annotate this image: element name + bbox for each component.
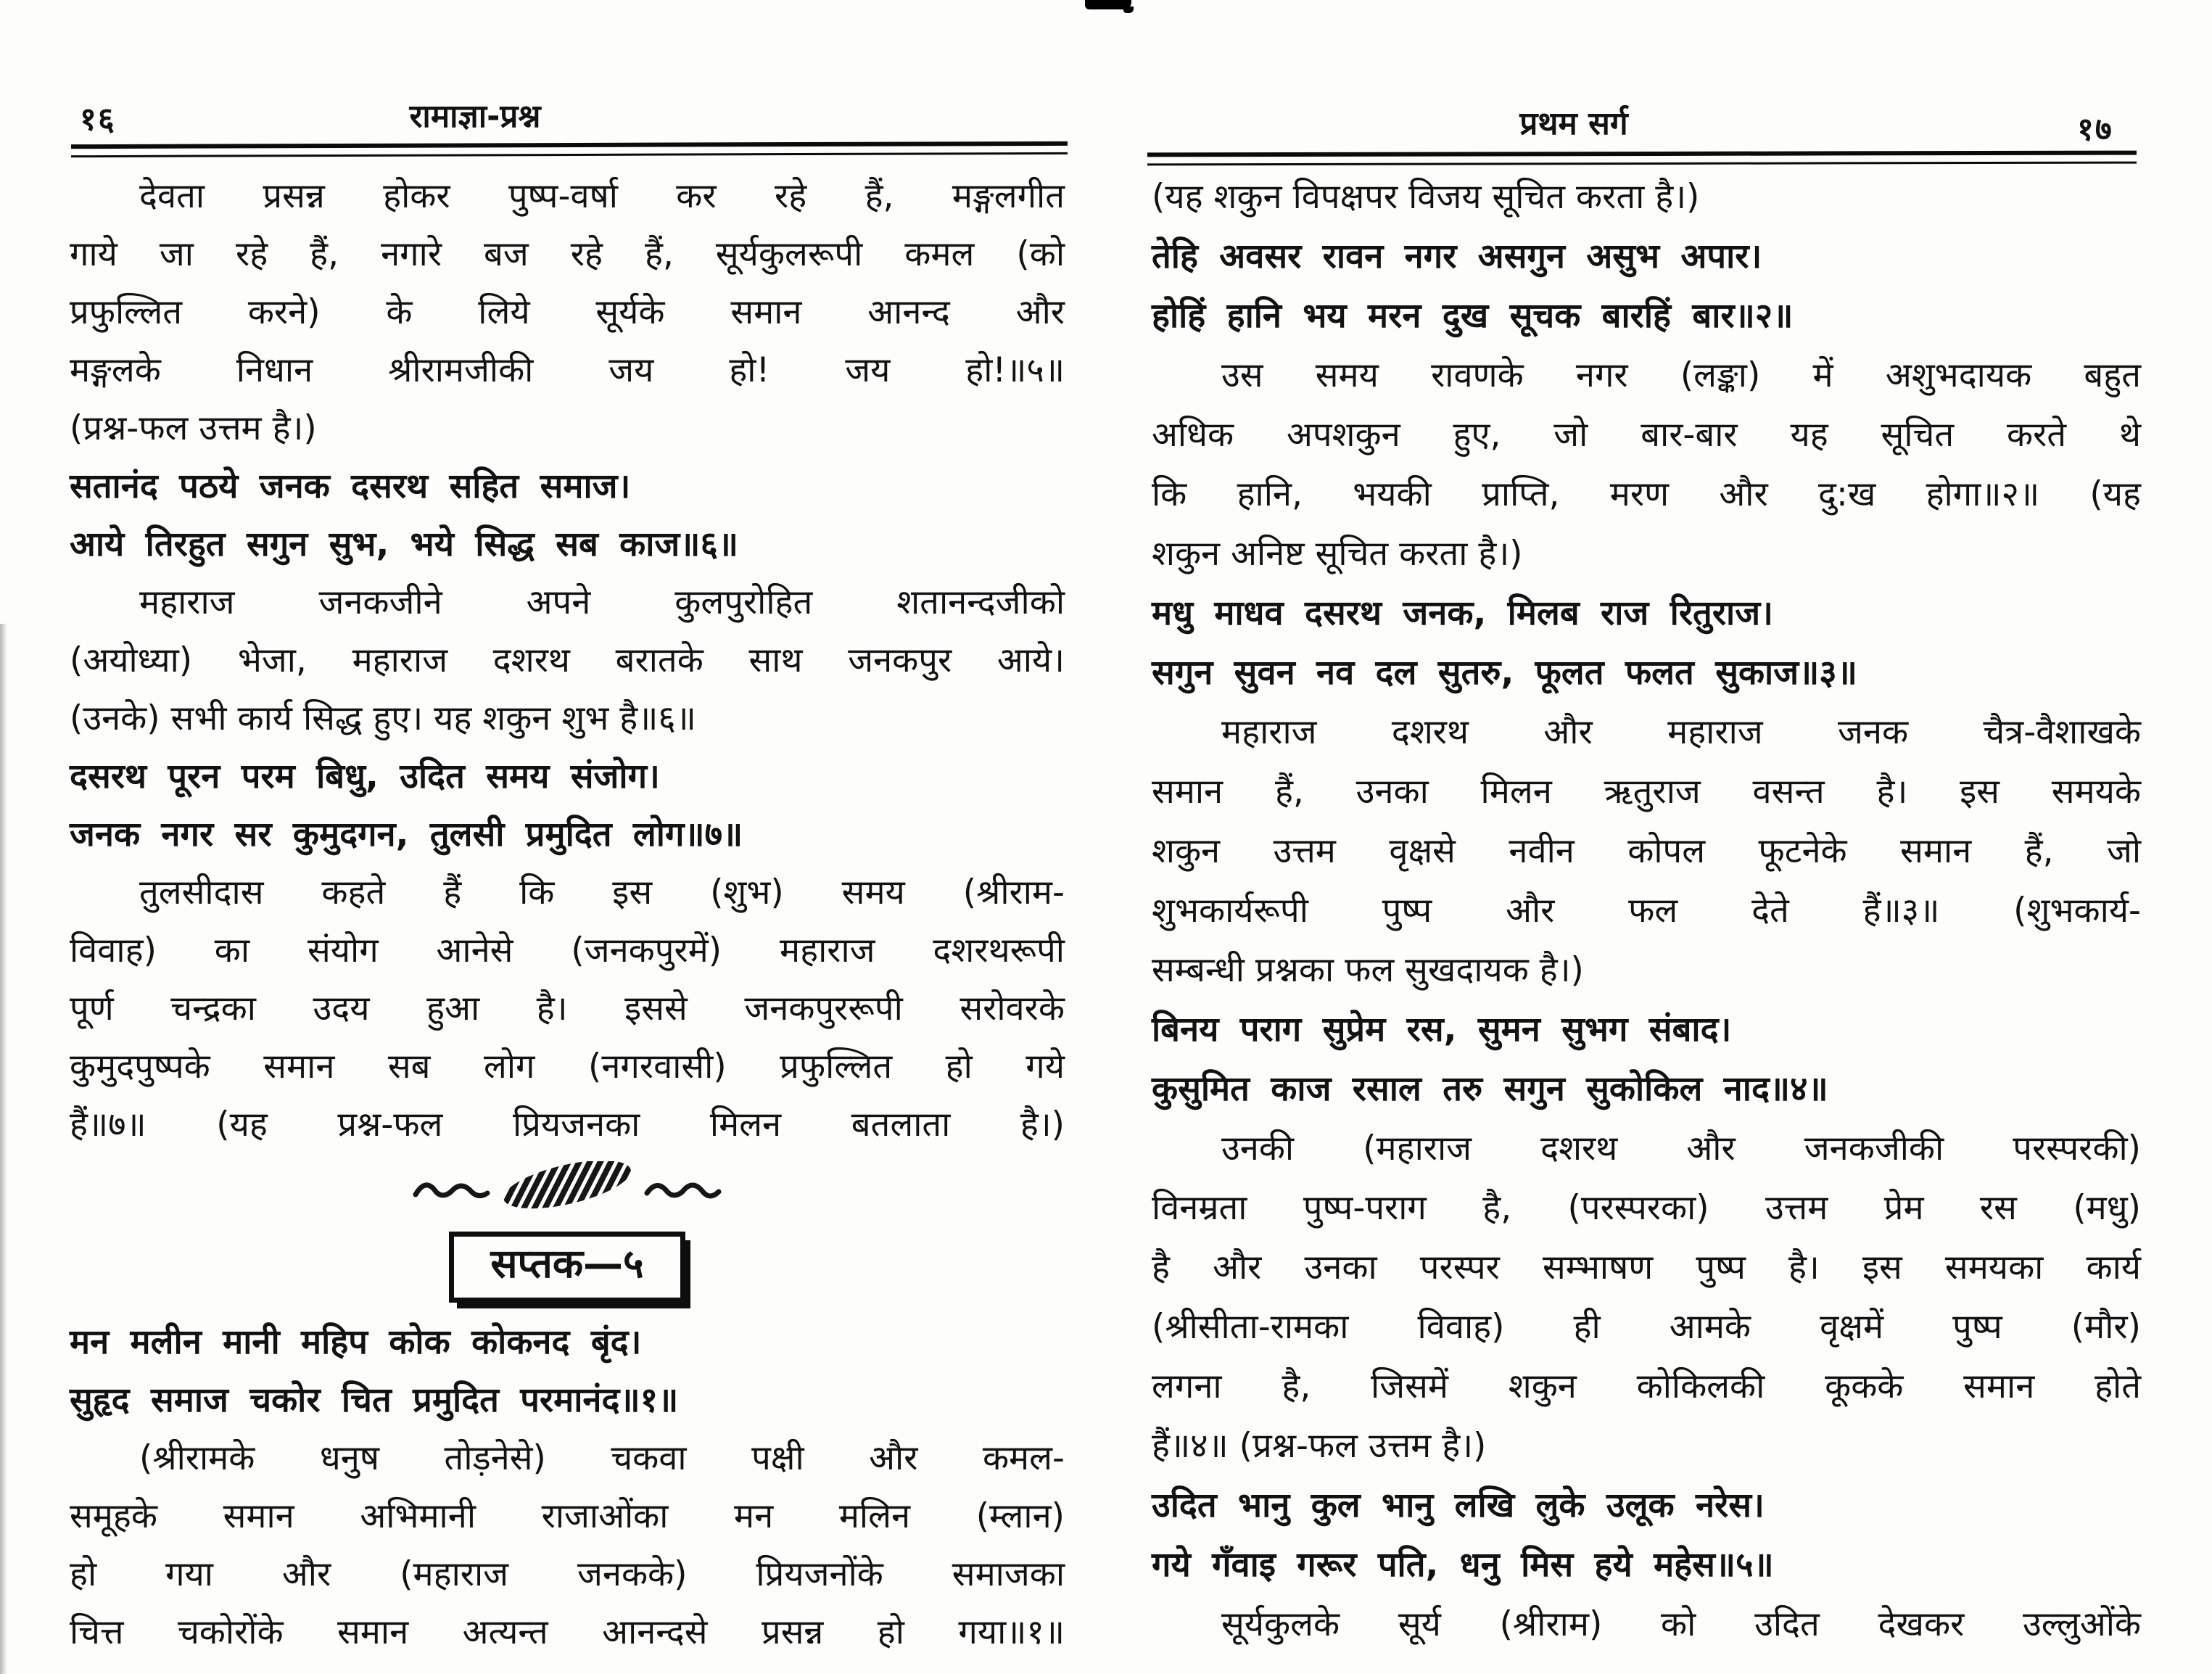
- commentary-line: समान हैं, उनका मिलन ऋतुराज वसन्त है। इस समयके: [1152, 772, 2141, 812]
- ink-smudge-mark: [1123, 7, 1134, 13]
- commentary-line: चित्त चकोरोंके समान अत्यन्त आनन्दसे प्रसन्न हो गया॥१॥: [70, 1612, 1065, 1652]
- verse-line: होहिं हानि भय मरन दुख सूचक बारहिं बार॥२॥: [1152, 296, 1794, 336]
- squiggle-floral-divider-icon: [411, 1161, 723, 1213]
- verse-line: गये गँवाइ गरूर पति, धनु मिस हये महेस॥५॥: [1152, 1545, 1774, 1585]
- commentary-line: हैं॥७॥ (यह प्रश्न-फल प्रियजनका मिलन बतलाता है।): [70, 1105, 1065, 1145]
- verse-line: बिनय पराग सुप्रेम रस, सुमन सुभग संबाद।: [1152, 1010, 1732, 1050]
- right-page-body: [1152, 168, 2141, 1655]
- commentary-line: समूहके समान अभिमानी राजाओंका मन मलिन (म्लान): [70, 1496, 1065, 1536]
- commentary-line: (उनके) सभी कार्य सिद्ध हुए। यह शकुन शुभ है॥६॥: [70, 698, 696, 738]
- commentary-line: (श्रीसीता-रामका विवाह) ही आमके वृक्षमें पुष्प (मौर): [1152, 1307, 2141, 1347]
- commentary-line: (श्रीरामके धनुष तोड़नेसे) चकवा पक्षी और कमल-: [139, 1438, 1065, 1478]
- commentary-line: महाराज जनकजीने अपने कुलपुरोहित शतानन्दजीको: [139, 582, 1065, 622]
- commentary-line: उस समय रावणके नगर (लङ्का) में अशुभदायक बहुत: [1221, 355, 2141, 395]
- commentary-line: मङ्गलके निधान श्रीरामजीकी जय हो! जय हो!॥५॥: [70, 350, 1065, 390]
- left-page-body: [70, 168, 1065, 1662]
- commentary-line: देवता प्रसन्न होकर पुष्प-वर्षा कर रहे हैं, मङ्गलगीत: [139, 176, 1065, 216]
- commentary-line: हैं॥४॥ (प्रश्न-फल उत्तम है।): [1152, 1426, 1487, 1466]
- commentary-line: सम्बन्धी प्रश्नका फल सुखदायक है।): [1152, 950, 1584, 990]
- right-page-number: १७: [2077, 111, 2113, 148]
- commentary-line: शुभकार्यरूपी पुष्प और फल देते हैं॥३॥ (शुभकार्य-: [1152, 891, 2141, 931]
- commentary-line: लगना है, जिसमें शकुन कोकिलकी कूकके समान होते: [1152, 1366, 2141, 1406]
- verse-line: उदित भानु कुल भानु लखि लुके उलूक नरेस।: [1152, 1485, 1765, 1525]
- commentary-line: पूर्ण चन्द्रका उदय हुआ है। इससे जनकपुररूपी सरोवरके: [70, 989, 1065, 1028]
- commentary-line: हो गया और (महाराज जनकके) प्रियजनोंके समाजका: [70, 1554, 1065, 1594]
- left-header-rule: [71, 141, 1068, 157]
- commentary-line: (प्रश्न-फल उत्तम है।): [70, 408, 317, 448]
- commentary-line: गाये जा रहे हैं, नगारे बज रहे हैं, सूर्यकुलरूपी कमल (को: [70, 234, 1065, 274]
- verse-line: दसरथ पूरन परम बिधु, उदित समय संजोग।: [70, 756, 660, 796]
- commentary-line: तुलसीदास कहते हैं कि इस (शुभ) समय (श्रीराम-: [139, 873, 1065, 912]
- verse-line: मन मलीन मानी महिप कोक कोकनद बृंद।: [70, 1322, 642, 1362]
- commentary-line: कुमुदपुष्पके समान सब लोग (नगरवासी) प्रफुल्लित हो गये: [70, 1047, 1065, 1087]
- page-edge-shadow: [0, 624, 7, 1674]
- commentary-line: शकुन अनिष्ट सूचित करता है।): [1152, 534, 1523, 574]
- commentary-line: विवाह) का संयोग आनेसे (जनकपुरमें) महाराज दशरथरूपी: [70, 931, 1065, 970]
- commentary-line: अधिक अपशकुन हुए, जो बार-बार यह सूचित करते थे: [1152, 415, 2141, 455]
- left-running-head: रामाज्ञा-प्रश्न: [409, 98, 541, 135]
- saptak-heading-row: [70, 1220, 1065, 1314]
- verse-line: सतानंद पठये जनक दसरथ सहित समाज।: [70, 466, 631, 506]
- right-header-rule: [1147, 151, 2137, 166]
- commentary-line: (यह शकुन विपक्षपर विजय सूचित करता है।): [1152, 177, 1700, 217]
- verse-line: आये तिरहुत सगुन सुभ, भये सिद्ध सब काज॥६॥: [70, 524, 739, 564]
- verse-line: जनक नगर सर कुमुदगन, तुलसी प्रमुदित लोग॥७॥: [70, 815, 743, 854]
- commentary-line: कि हानि, भयकी प्राप्ति, मरण और दु:ख होगा॥२॥ (यह: [1152, 474, 2141, 514]
- commentary-line: (अयोध्या) भेजा, महाराज दशरथ बरातके साथ जनकपुर आये।: [70, 640, 1065, 680]
- verse-line: मधु माधव दसरथ जनक, मिलब राज रितुराज।: [1152, 593, 1773, 633]
- verse-line: सगुन सुवन नव दल सुतरु, फूलत फलत सुकाज॥३॥: [1152, 653, 1857, 693]
- commentary-line: शकुन उत्तम वृक्षसे नवीन कोपल फूटनेके समान हैं, जो: [1152, 831, 2141, 871]
- saptak-heading-box: सप्तक—५: [449, 1232, 685, 1302]
- commentary-line: प्रफुल्लित करने) के लिये सूर्यके समान आनन्द और: [70, 292, 1065, 332]
- verse-line: कुसुमित काज रसाल तरु सगुन सुकोकिल नाद॥४॥: [1152, 1069, 1828, 1109]
- commentary-line: उनकी (महाराज दशरथ और जनकजीकी परस्परकी): [1221, 1129, 2141, 1168]
- section-divider-row: [70, 1155, 1065, 1220]
- verse-line: तेहि अवसर रावन नगर असगुन असुभ अपार।: [1152, 236, 1762, 276]
- verse-line: सुहृद समाज चकोर चित प्रमुदित परमानंद॥१॥: [70, 1380, 679, 1420]
- commentary-line: सूर्यकुलके सूर्य (श्रीराम) को उदित देखकर उल्लुओंके: [1221, 1604, 2141, 1644]
- commentary-line: है और उनका परस्पर सम्भाषण पुष्प है। इस समयका कार्य: [1152, 1248, 2141, 1287]
- commentary-line: महाराज दशरथ और महाराज जनक चैत्र-वैशाखके: [1221, 712, 2141, 752]
- left-page-number: १६: [80, 101, 116, 138]
- right-running-head: प्रथम सर्ग: [1519, 105, 1628, 142]
- commentary-line: विनम्रता पुष्प-पराग है, (परस्परका) उत्तम प्रेम रस (मधु): [1152, 1188, 2141, 1228]
